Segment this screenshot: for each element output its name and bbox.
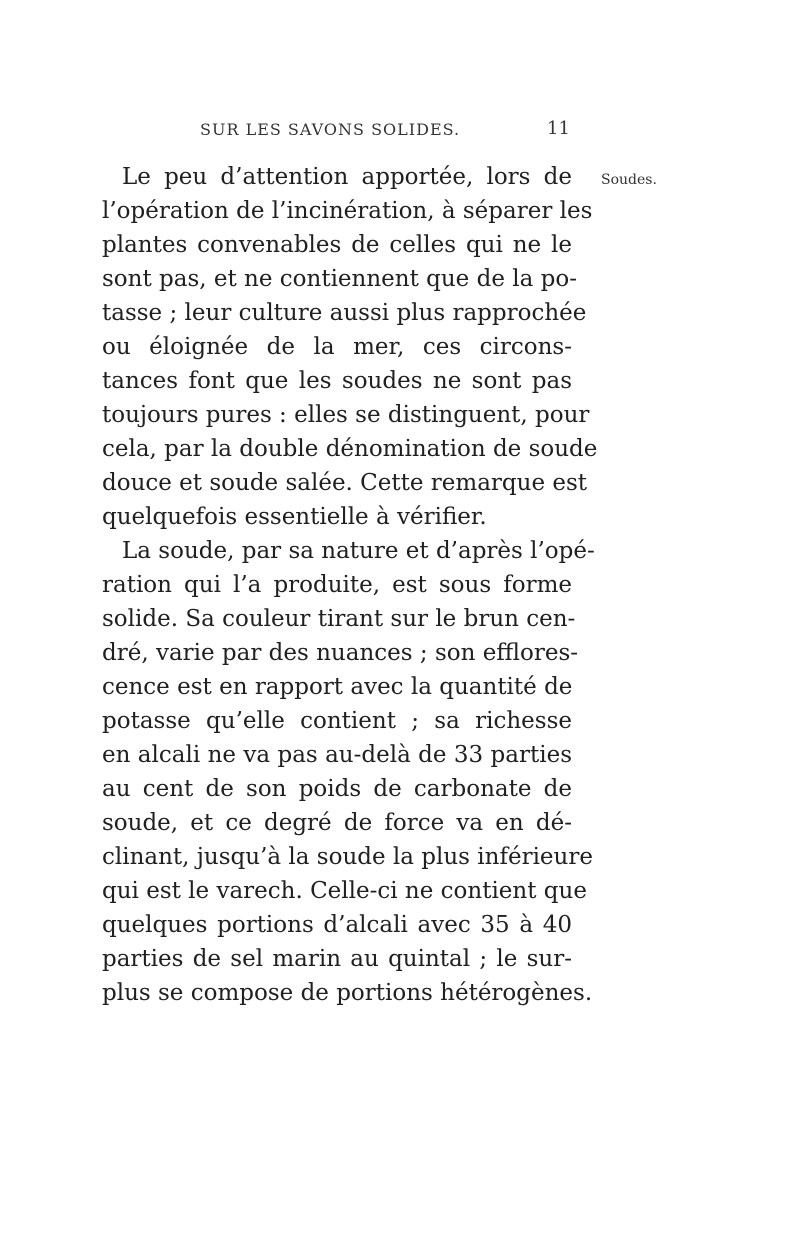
text-line: ration qui l’a produite, est sous forme [102,572,572,598]
text-line: tances font que les soudes ne sont pas [102,368,572,394]
text-line: tasse ; leur culture aussi plus rapprochée [102,300,587,326]
margin-note: Soudes. [601,172,657,188]
text-line: quelquefois essentielle à vérifier. [102,504,487,530]
text-line: dré, varie par des nuances ; son efflores- [102,640,579,666]
text-line: au cent de son poids de carbonate de [102,776,572,802]
text-line: plantes convenables de celles qui ne le [102,232,572,258]
text-line: sont pas, et ne contiennent que de la po- [102,266,577,292]
text-line: potasse qu’elle contient ; sa richesse [102,708,572,734]
text-line: solide. Sa couleur tirant sur le brun cen- [102,606,576,632]
text-line: en alcali ne va pas au-delà de 33 parties [102,742,572,768]
text-line: cela, par la double dénomination de soude [102,436,598,462]
page-number: 11 [547,118,570,139]
text-line: parties de sel marin au quintal ; le sur- [102,946,572,972]
text-line: soude, et ce degré de force va en dé- [102,810,572,836]
text-line: l’opération de l’incinération, à séparer les [102,198,593,224]
text-line: ou éloignée de la mer, ces circons- [102,334,572,360]
text-line: La soude, par sa nature et d’après l’opé- [122,538,595,564]
text-line: Le peu d’attention apportée, lors de [122,164,572,190]
text-line: quelques portions d’alcali avec 35 à 40 [102,912,572,938]
text-line: toujours pures : elles se distinguent, pour [102,402,590,428]
text-line: cence est en rapport avec la quantité de [102,674,573,700]
running-head: SUR LES SAVONS SOLIDES. [200,120,461,139]
text-line: douce et soude salée. Cette remarque est [102,470,588,496]
text-line: clinant, jusqu’à la soude la plus inférieure [102,844,593,870]
text-line: plus se compose de portions hétérogènes. [102,980,593,1006]
text-line: qui est le varech. Celle-ci ne contient que [102,878,587,904]
